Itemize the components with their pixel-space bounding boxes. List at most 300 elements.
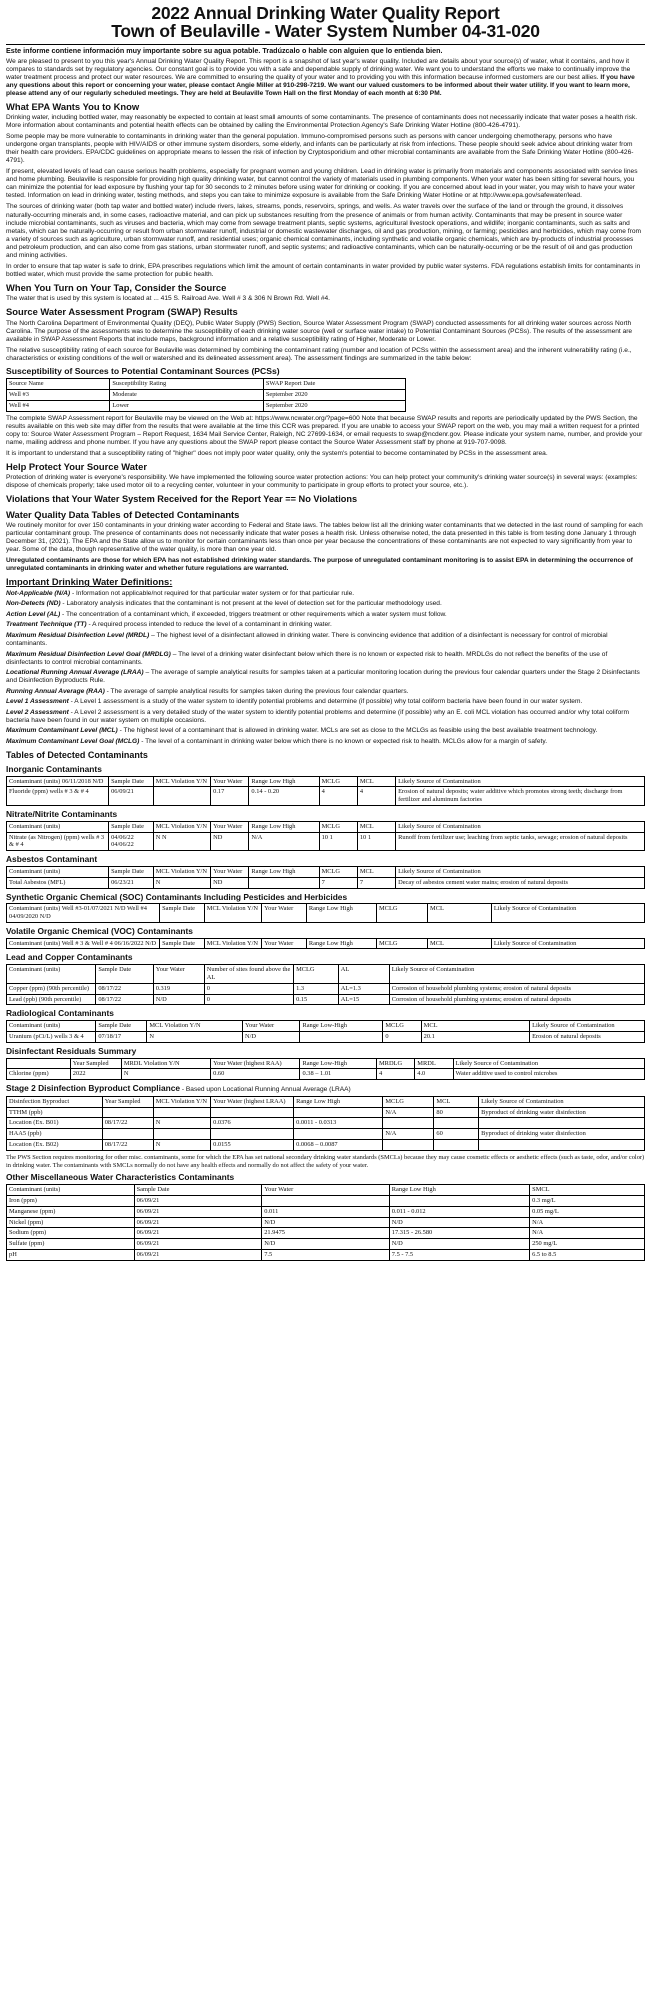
- table-header-cell: Your Water: [153, 965, 204, 984]
- table-header-row: [7, 1096, 645, 1107]
- table-cell: Location (Ex. B02): [7, 1140, 103, 1151]
- table-header-cell: Likely Source of Contamination: [396, 821, 645, 832]
- table-header-cell: MCLG: [319, 776, 357, 787]
- table-cell: N/D: [262, 1239, 390, 1250]
- swap-paragraph-3: The complete SWAP Assessment report for Beulaville may be viewed on the Web at: https://www.ncwater.org/?page=600 Note that because SWAP results and reports are periodically updated by the PWS Section, the results available on this web site may differ from the results that were available at the time this CCR was prepared. If you are unable to access your SWAP report on the web, you may mail a written request for a printed copy to: Source Water Assessment Program – Report Request, 1634 Mail Service Center, Raleigh, NC 27699-1634, or email requests to swap@ncdenr.gov. Please indicate your system name, number, and provide your name, mailing address and phone number. If you have any questions about the SWAP report please contact the Source Water Assessment staff by phone at 919-707-9098.: [6, 414, 643, 446]
- epa-paragraph-3: If present, elevated levels of lead can cause serious health problems, especially for pregnant women and young children. Lead in drinking water is primarily from materials and components associated with service lines and home plumbing. Beulaville is responsible for providing high quality drinking water, but cannot control the variety of materials used in plumbing components. When your water has been sitting for several hours, you can minimize the potential for lead exposure by flushing your tap for 30 seconds to 2 minutes before using water for drinking or cooking. If you are concerned about lead in your water, you may wish to have your water tested. Information on lead in drinking water, testing methods, and steps you can take to minimize exposure is available from the Safe Drinking Water Hotline or at http://www.epa.gov/safewater/lead.: [6, 168, 638, 200]
- inorganic-title: Inorganic Contaminants: [6, 763, 102, 774]
- table-cell: Nickel (ppm): [7, 1217, 135, 1228]
- table-cell: Corrosion of household plumbing systems; erosion of natural deposits: [389, 994, 644, 1005]
- table-row: [7, 1032, 645, 1043]
- table-cell: N/A: [383, 1107, 434, 1118]
- table-header-cell: SMCL: [530, 1185, 645, 1196]
- table-cell: N: [153, 877, 210, 888]
- nitrate-title: Nitrate/Nitrite Contaminants: [6, 808, 118, 819]
- table-cell: Location (Ex. B01): [7, 1118, 103, 1129]
- table-cell: 0.011: [262, 1206, 390, 1217]
- asbestos-table: [6, 866, 645, 889]
- spanish-note: Este informe contiene información muy importante sobre su agua potable. Tradúzcalo o hable con alguien que lo entienda bien.: [6, 45, 443, 55]
- table-cell: Decay of asbestos cement water mains; erosion of natural deposits: [396, 877, 645, 888]
- table-cell: Well #4: [7, 400, 110, 411]
- definition-term: Maximum Residual Disinfection Level Goal (MRDLG): [6, 650, 171, 658]
- table-cell: N: [121, 1069, 210, 1080]
- table-cell: 6.5 to 8.5: [530, 1250, 645, 1261]
- table-header-cell: MCLG: [319, 866, 357, 877]
- table-header-cell: Sample Date: [96, 965, 153, 984]
- table-header-cell: Year Sampled: [102, 1096, 153, 1107]
- table-cell: Byproduct of drinking water disinfection: [479, 1129, 645, 1140]
- table-cell: N/D: [243, 1032, 300, 1043]
- lead-copper-title: Lead and Copper Contaminants: [6, 952, 133, 963]
- table-header-cell: MRDL: [415, 1058, 453, 1069]
- table-header-cell: MCLG: [294, 965, 339, 984]
- tap-paragraph: The water that is used by this system is located at ... 415 S. Railroad Ave. Well # 3 & 306 N Brown Rd. Well #4.: [6, 295, 330, 303]
- table-row: [7, 1217, 645, 1228]
- misc-title: Other Miscellaneous Water Characteristics Contaminants: [6, 1172, 235, 1183]
- definition-item: [6, 738, 645, 746]
- table-cell: N/A: [249, 832, 319, 851]
- table-cell: N/A: [530, 1228, 645, 1239]
- table-header-row: [7, 965, 645, 984]
- table-row: [7, 1250, 645, 1261]
- table-header-cell: Your Water (highest RAA): [211, 1058, 300, 1069]
- epa-paragraph-5: In order to ensure that tap water is safe to drink, EPA prescribes regulations which limit the amount of certain contaminants in water provided by public water systems. FDA regulations establish limits for contaminants in bottled water, which must provide the same protection for public health.: [6, 262, 641, 278]
- definition-item: [6, 590, 645, 598]
- table-cell: 0.38 – 1.01: [300, 1069, 377, 1080]
- table-cell: 06/09/21: [134, 1239, 262, 1250]
- table-cell: September 2020: [263, 400, 405, 411]
- table-cell: N/A: [383, 1129, 434, 1140]
- definition-text: – The average of sample analytical results for samples taken at a particular monitoring location during the previous four calendar quarters under the Stage 2 Disinfectants and Disinfection Byproducts Rule.: [6, 669, 640, 685]
- table-row: [7, 877, 645, 888]
- stage2-title: [6, 1083, 645, 1094]
- table-cell: 08/17/22: [96, 994, 153, 1005]
- definitions-heading: Important Drinking Water Definitions:: [6, 576, 173, 588]
- table-row: [7, 1196, 645, 1207]
- table-cell: [153, 787, 210, 806]
- table-header-cell: MCL Violation Y/N: [153, 1096, 210, 1107]
- table-cell: Iron (ppm): [7, 1196, 135, 1207]
- table-cell: 06/09/21: [109, 787, 154, 806]
- definition-term: Not-Applicable (N/A): [6, 589, 71, 597]
- table-cell: 2022: [70, 1069, 121, 1080]
- table-header-cell: Your Water: [262, 938, 307, 949]
- table-cell: Corrosion of household plumbing systems; erosion of natural deposits: [389, 983, 644, 994]
- table-header-cell: MCL: [434, 1096, 479, 1107]
- table-cell: 20.1: [421, 1032, 529, 1043]
- misc-table: [6, 1184, 645, 1261]
- definition-text: – The level of a drinking water disinfectant below which there is no known or expected risk to health. MRDLGs do not reflect the benefits of the use of disinfectants to control microbial contaminants.: [6, 650, 608, 666]
- table-header-cell: Sample Date: [109, 821, 154, 832]
- definition-item: [6, 709, 645, 725]
- table-header-cell: MCLG: [383, 1096, 434, 1107]
- table-cell: 08/17/22: [102, 1140, 153, 1151]
- epa-paragraph-2: Some people may be more vulnerable to contaminants in drinking water than the general population. Immuno-compromised persons such as persons with cancer undergoing chemotherapy, persons who have undergone organ transplants, people with HIV/AIDS or other immune system disorders, some elderly, and infants can be particularly at risk from infections. These people should seek advice about drinking water from their health care providers. EPA/CDC guidelines on appropriate means to lessen the risk of infection by Cryptosporidium and other microbial contaminants are available from the Safe Drinking Water Hotline (800-426-4791).: [6, 133, 634, 165]
- table-row: [7, 983, 645, 994]
- table-cell: pH: [7, 1250, 135, 1261]
- table-header-row: [7, 821, 645, 832]
- table-cell: 4: [357, 787, 395, 806]
- table-cell: 0.0155: [211, 1140, 294, 1151]
- table-cell: Uranium (pCi/L) wells 3 & 4: [7, 1032, 96, 1043]
- definition-term: Treatment Technique (TT): [6, 621, 87, 629]
- table-cell: 21.9475: [262, 1228, 390, 1239]
- table-cell: N/D: [389, 1239, 529, 1250]
- smcl-note: The PWS Section requires monitoring for other misc. contaminants, some for which the EPA has set national secondary drinking water standards (SMCLs) because they may cause cosmetic effects or aesthetic effects (such as taste, odor, and/or color) in drinking water. The contaminants with SMCLs normally do not have any health effects and normally do not affect the safety of your water.: [6, 1153, 645, 1169]
- table-cell: ND: [211, 832, 249, 851]
- table-row: [7, 832, 645, 851]
- lead-copper-table: [6, 964, 645, 1005]
- table-header-row: [7, 866, 645, 877]
- table-header-cell: Sample Date: [109, 776, 154, 787]
- table-header-cell: Year Sampled: [70, 1058, 121, 1069]
- stage2-table: [6, 1096, 645, 1151]
- table-header-cell: Range Low High: [306, 904, 376, 923]
- table-cell: [102, 1129, 153, 1140]
- table-header-cell: Number of sites found above the AL: [204, 965, 293, 984]
- table-cell: 06/09/21: [134, 1196, 262, 1207]
- table-cell: 06/09/21: [134, 1228, 262, 1239]
- table-cell: Nitrate (as Nitrogen) (ppm) wells # 3 & # 4: [7, 832, 109, 851]
- voc-table: [6, 938, 645, 950]
- table-cell: Chlorine (ppm): [7, 1069, 71, 1080]
- table-header-cell: Sample Date: [109, 866, 154, 877]
- table-header-cell: Your Water: [243, 1021, 300, 1032]
- table-cell: Erosion of natural deposits; water additive which promotes strong teeth; discharge from fertilizer and aluminum factories: [396, 787, 645, 806]
- table-cell: [479, 1118, 645, 1129]
- intro-paragraph: [6, 58, 645, 98]
- definition-term: Maximum Residual Disinfection Level (MRDL): [6, 631, 150, 639]
- table-header-cell: SWAP Report Date: [263, 379, 405, 390]
- table-cell: N: [153, 1118, 210, 1129]
- definitions-list: [6, 590, 645, 746]
- swap-heading: Source Water Assessment Program (SWAP) Results: [6, 306, 238, 318]
- table-cell: [434, 1118, 479, 1129]
- table-cell: Byproduct of drinking water disinfection: [479, 1107, 645, 1118]
- table-header-row: [7, 1021, 645, 1032]
- table-header-cell: Range Low-High: [300, 1021, 383, 1032]
- table-cell: 10 1: [357, 832, 395, 851]
- definition-text: - A required process intended to reduce the level of a contaminant in drinking water.: [86, 621, 332, 629]
- table-header-cell: Contaminant (units): [7, 866, 109, 877]
- table-header-cell: Your Water (highest LRAA): [211, 1096, 294, 1107]
- table-cell: 06/09/21: [134, 1217, 262, 1228]
- table-header-row: [7, 938, 645, 949]
- table-cell: [153, 1129, 210, 1140]
- soc-title: Synthetic Organic Chemical (SOC) Contaminants Including Pesticides and Herbicides: [6, 891, 348, 902]
- table-row: [7, 787, 645, 806]
- definition-text: - The level of a contaminant in drinking water below which there is no known or expected risk to health. MCLGs allow for a margin of safety.: [139, 737, 548, 745]
- table-header-cell: Likely Source of Contamination: [453, 1058, 644, 1069]
- table-header-cell: MCL Violation Y/N: [147, 1021, 243, 1032]
- table-row: [7, 1129, 645, 1140]
- table-cell: 1.3: [294, 983, 339, 994]
- definition-text: - The highest level of a contaminant that is allowed in drinking water. MCLs are set as close to the MCLGs as feasible using the best available treatment technology.: [117, 727, 598, 735]
- nitrate-table: [6, 821, 645, 851]
- table-cell: 4: [377, 1069, 415, 1080]
- stage2-title-note: - Based upon Locational Running Annual Average (LRAA): [180, 1086, 351, 1094]
- table-header-cell: MCL Violation Y/N: [153, 866, 210, 877]
- table-cell: [102, 1107, 153, 1118]
- table-cell: Moderate: [110, 390, 263, 401]
- inorganic-table: [6, 776, 645, 806]
- table-cell: AL=1.3: [338, 983, 389, 994]
- disinfectant-table: [6, 1058, 645, 1081]
- table-cell: [434, 1140, 479, 1151]
- table-cell: [383, 1140, 434, 1151]
- table-header-cell: MCL Violation Y/N: [204, 938, 261, 949]
- table-cell: Copper (ppm) (90th percentile): [7, 983, 96, 994]
- table-header-cell: Contaminant (units): [7, 1185, 135, 1196]
- definition-term: Level 1 Assessment: [6, 698, 69, 706]
- table-cell: [479, 1140, 645, 1151]
- table-header-cell: Likely Source of Contamination: [396, 776, 645, 787]
- definition-term: Level 2 Assessment: [6, 708, 69, 716]
- table-header-cell: Range Low High: [306, 938, 376, 949]
- table-cell: Water additive used to control microbes: [453, 1069, 644, 1080]
- table-cell: [389, 1196, 529, 1207]
- table-cell: N: [153, 1140, 210, 1151]
- water-quality-paragraph-1: We routinely monitor for over 150 contaminants in your drinking water according to Federal and State laws. The tables below list all the drinking water contaminants that we detected in the last round of sampling for each particular contaminant group. The presence of contaminants does not necessarily indicate that water poses a health risk. Unless otherwise noted, the data presented in this table is from testing done January 1 through December 31, (2021). The EPA and the State allow us to monitor for certain contaminants less than once per year because the concentrations of these contaminants are not expected to vary significantly from year to year. Some of the data, though representative of the water quality, is more than one year old.: [6, 522, 643, 554]
- table-cell: 0.17: [211, 787, 249, 806]
- table-cell: 0.05 mg/L: [530, 1206, 645, 1217]
- definition-item: [6, 698, 645, 706]
- table-cell: N/D: [389, 1217, 529, 1228]
- table-cell: 4: [319, 787, 357, 806]
- table-cell: HAA5 (ppb): [7, 1129, 103, 1140]
- table-cell: N/D: [262, 1217, 390, 1228]
- intro-text: We are pleased to present to you this year's Annual Drinking Water Quality Report. This report is a snapshot of last year's water quality. Included are details about your source(s) of water, what it contains, and how it compares to standards set by regulatory agencies. Our constant goal is to provide you with a safe and dependable supply of drinking water. We want you to understand the efforts we make to continually improve the water treatment process and protect our water resources. We are committed to ensuring the quality of your water and to providing you with this information because informed customers are our best allies.: [6, 57, 631, 81]
- table-row: [7, 1228, 645, 1239]
- table-cell: N N: [153, 832, 210, 851]
- table-cell: 08/17/22: [96, 983, 153, 994]
- table-header-cell: Range Low High: [294, 1096, 383, 1107]
- table-row: [7, 1107, 645, 1118]
- table-row: [7, 1118, 645, 1129]
- tap-heading: When You Turn on Your Tap, Consider the Source: [6, 281, 227, 293]
- definition-text: - Information not applicable/not required for that particular water system or for that particular rule.: [70, 589, 355, 597]
- table-header-cell: Likely Source of Contamination: [389, 965, 644, 984]
- definition-term: Action Level (AL): [6, 610, 61, 618]
- table-header-cell: Range Low-High: [300, 1058, 377, 1069]
- table-header-cell: MCL: [428, 938, 492, 949]
- violations-line: Violations that Your Water System Received for the Report Year == No Violations: [6, 494, 358, 505]
- tables-heading: Tables of Detected Contaminants: [6, 749, 148, 760]
- table-cell: [383, 1118, 434, 1129]
- definition-term: Maximum Contaminant Level Goal (MCLG): [6, 737, 140, 745]
- table-header-cell: MCL: [421, 1021, 529, 1032]
- table-cell: Erosion of natural deposits: [530, 1032, 645, 1043]
- table-cell: 7.5 - 7.5: [389, 1250, 529, 1261]
- table-cell: 06/23/21: [109, 877, 154, 888]
- table-cell: 0.0011 - 0.0313: [294, 1118, 383, 1129]
- table-cell: [300, 1032, 383, 1043]
- table-cell: 80: [434, 1107, 479, 1118]
- definition-item: [6, 621, 645, 629]
- table-header-cell: Your Water: [211, 821, 249, 832]
- table-header-cell: Sample Date: [160, 904, 205, 923]
- table-cell: Lower: [110, 400, 263, 411]
- definition-term: Running Annual Average (RAA): [6, 687, 105, 695]
- table-header-cell: Susceptibility Rating: [110, 379, 263, 390]
- table-header-cell: Likely Source of Contamination: [479, 1096, 645, 1107]
- table-header-cell: Range Low High: [249, 821, 319, 832]
- table-cell: 0.0376: [211, 1118, 294, 1129]
- table-row: [7, 1069, 645, 1080]
- definition-item: [6, 651, 645, 667]
- table-cell: [294, 1129, 383, 1140]
- table-header-cell: Your Water: [262, 904, 307, 923]
- table-header-row: [7, 1058, 645, 1069]
- table-cell: [211, 1107, 294, 1118]
- epa-paragraph-1: Drinking water, including bottled water, may reasonably be expected to contain at least small amounts of some contaminants. The presence of contaminants does not necessarily indicate that water poses a health risk. More information about contaminants and potential health effects can be obtained by calling the Environmental Protection Agency's Safe Drinking Water Hotline (800-426-4791).: [6, 114, 638, 130]
- help-heading: Help Protect Your Source Water: [6, 460, 148, 472]
- title-divider: [6, 44, 645, 45]
- radiological-title: Radiological Contaminants: [6, 1008, 114, 1019]
- table-header-cell: MCLG: [377, 904, 428, 923]
- table-header-row: [7, 1185, 645, 1196]
- table-header-cell: Source Name: [7, 379, 110, 390]
- definition-item: [6, 632, 645, 648]
- table-cell: [294, 1107, 383, 1118]
- table-header-cell: Contaminant (units) Well # 3 & Well # 4 06/16/2022 N/D: [7, 938, 160, 949]
- table-cell: Lead (ppb) (90th percentile): [7, 994, 96, 1005]
- table-header-cell: MCL Violation Y/N: [204, 904, 261, 923]
- definition-item: [6, 669, 645, 685]
- swap-paragraph-2: The relative susceptibility rating of each source for Beulaville was determined by combining the contaminant rating (number and location of PCSs within the assessment area) and the inherent vulnerability rating (i.e., characteristics or existing conditions of the well or watershed and its delineated assessment area). The assessment findings are summarized in the table below:: [6, 346, 632, 362]
- table-cell: 0: [383, 1032, 421, 1043]
- table-header-cell: Your Water: [262, 1185, 390, 1196]
- table-header-cell: Contaminant (units): [7, 821, 109, 832]
- pcs-table: [6, 378, 406, 411]
- epa-heading: What EPA Wants You to Know: [6, 100, 140, 112]
- table-cell: September 2020: [263, 390, 405, 401]
- table-header-cell: Sample Date: [134, 1185, 262, 1196]
- table-cell: 250 mg/L: [530, 1239, 645, 1250]
- table-header-cell: Likely Source of Contamination: [491, 938, 644, 949]
- table-cell: 07/18/17: [96, 1032, 147, 1043]
- table-cell: 0.0068 – 0.0087: [294, 1140, 383, 1151]
- definition-text: - A Level 1 assessment is a study of the water system to identify potential problems and determine (if possible) why total coliform bacteria have been found in our water system.: [68, 698, 583, 706]
- report-title: [6, 4, 645, 41]
- table-header-row: [7, 904, 645, 923]
- table-cell: Well #3: [7, 390, 110, 401]
- definition-item: [6, 611, 645, 619]
- table-cell: 06/09/21: [134, 1250, 262, 1261]
- epa-paragraph-4: The sources of drinking water (both tap water and bottled water) include rivers, lakes, streams, ponds, reservoirs, springs, and wells. As water travels over the surface of the land or through the ground, it dissolves naturally-occurring minerals and, in some cases, radioactive material, and can pick up substances resulting from the presence of animals or from human activity. Contaminants that may be present in source water include microbial contaminants, such as viruses and bacteria, which may come from sewage treatment plants, septic systems, agricultural livestock operations, and wildlife; inorganic contaminants, such as salts and metals, which can be naturally-occurring or result from urban stormwater runoff, industrial or domestic wastewater discharges, oil and gas production, mining, or farming; pesticides and herbicides, which may come from a variety of sources such as agriculture, urban stormwater runoff, and residential uses; organic chemical contaminants, including synthetic and volatile organic chemicals, which are by-products of industrial processes and petroleum production, and can also come from gas stations, urban stormwater runoff, and septic systems; and radioactive contaminants, which can be naturally-occurring or be the result of oil and gas production and mining activities.: [6, 203, 641, 259]
- voc-title: Volatile Organic Chemical (VOC) Contaminants: [6, 925, 193, 936]
- table-cell: 0.15: [294, 994, 339, 1005]
- table-cell: N: [147, 1032, 243, 1043]
- table-cell: 7: [319, 877, 357, 888]
- table-cell: TTHM (ppb): [7, 1107, 103, 1118]
- table-header-cell: Range Low High: [249, 776, 319, 787]
- radiological-table: [6, 1020, 645, 1043]
- table-header-cell: AL: [338, 965, 389, 984]
- table-row: [7, 1239, 645, 1250]
- table-header-cell: MCL Violation Y/N: [153, 776, 210, 787]
- swap-paragraph-1: The North Carolina Department of Environmental Quality (DEQ), Public Water Supply (PWS) Section, Source Water Assessment Program (SWAP) conducted assessments for all drinking water sources across North Carolina. The purpose of the assessments was to determine the susceptibility of each drinking water source (well or surface water intake) to Potential Contaminant Sources (PCSs). The results of the assessment are available in SWAP Assessment Reports that include maps, background information and a relative susceptibility rating of Higher, Moderate or Lower.: [6, 319, 633, 343]
- table-cell: [211, 1129, 294, 1140]
- table-row: [7, 994, 645, 1005]
- table-cell: 4.0: [415, 1069, 453, 1080]
- definition-item: [6, 688, 645, 696]
- help-paragraph: Protection of drinking water is everyone's responsibility. We have implemented the following source water protection actions: You can help protect your community's drinking water source(s) in several ways: (examples: dispose of chemicals properly; take used motor oil to a recycling center, volunteer in your community to participate in group efforts to protect your source, etc.).: [6, 474, 638, 490]
- definition-item: [6, 727, 645, 735]
- table-header-cell: MCLG: [319, 821, 357, 832]
- table-cell: N/D: [153, 994, 204, 1005]
- table-cell: 7: [357, 877, 395, 888]
- table-header-cell: MCL: [357, 866, 395, 877]
- table-header-cell: [7, 1058, 71, 1069]
- intro-contact: If you have any questions about this report or concerning your water, please contact Angie Miller at 910-298-7219. We want our valued customers to be informed about their water utility. If you want to learn more, please attend any of our regularly scheduled meetings. They are held at Beulaville Town Hall on the first Monday of each month at 6:30 PM.: [6, 73, 635, 97]
- table-header-cell: Likely Source of Contamination: [530, 1021, 645, 1032]
- table-cell: 0: [204, 983, 293, 994]
- table-cell: Runoff from fertilizer use; leaching from septic tanks, sewage; erosion of natural deposits: [396, 832, 645, 851]
- asbestos-title: Asbestos Contaminant: [6, 854, 98, 865]
- table-row: [7, 400, 406, 411]
- table-header-cell: MCL: [428, 904, 492, 923]
- table-cell: [262, 1196, 390, 1207]
- disinfectant-title: Disinfectant Residuals Summary: [6, 1045, 137, 1056]
- table-header-cell: Likely Source of Contamination: [396, 866, 645, 877]
- definition-term: Maximum Contaminant Level (MCL): [6, 727, 118, 735]
- definition-term: Non-Detects (ND): [6, 600, 61, 608]
- table-header-cell: Your Water: [211, 776, 249, 787]
- table-header-cell: Range Low High: [389, 1185, 529, 1196]
- table-cell: Sodium (ppm): [7, 1228, 135, 1239]
- definition-text: – The highest level of a disinfectant allowed in drinking water. There is convincing evidence that addition of a disinfectant is necessary for control of microbial contaminants.: [6, 631, 608, 647]
- pcs-heading: Susceptibility of Sources to Potential Contaminant Sources (PCSs): [6, 365, 280, 376]
- table-row: [7, 1140, 645, 1151]
- title-line-1: 2022 Annual Drinking Water Quality Report: [151, 3, 500, 23]
- table-header-cell: MRDL Violation Y/N: [121, 1058, 210, 1069]
- table-cell: AL=15: [338, 994, 389, 1005]
- table-header-cell: MCL: [357, 821, 395, 832]
- table-cell: Total Asbestos (MFL): [7, 877, 109, 888]
- table-cell: Fluoride (ppm) wells # 3 & # 4: [7, 787, 109, 806]
- definition-text: - The average of sample analytical results for samples taken during the previous four calendar quarters.: [104, 687, 409, 695]
- definition-text: - Laboratory analysis indicates that the contaminant is not present at the level of detection set for the particular methodology used.: [60, 600, 442, 608]
- table-cell: ND: [211, 877, 249, 888]
- table-cell: 0.011 - 0.012: [389, 1206, 529, 1217]
- table-cell: 08/17/22: [102, 1118, 153, 1129]
- table-cell: 60: [434, 1129, 479, 1140]
- title-line-2: Town of Beulaville - Water System Number 04-31-020: [111, 21, 540, 42]
- table-cell: Manganese (ppm): [7, 1206, 135, 1217]
- stage2-title-text: Stage 2 Disinfection Byproduct Compliance: [6, 1083, 181, 1094]
- table-header-cell: Sample Date: [160, 938, 205, 949]
- table-row: [7, 1206, 645, 1217]
- table-header-cell: Sample Date: [96, 1021, 147, 1032]
- table-row: [7, 390, 406, 401]
- table-cell: N/A: [530, 1217, 645, 1228]
- definition-term: Locational Running Annual Average (LRAA): [6, 669, 144, 677]
- table-cell: 10 1: [319, 832, 357, 851]
- table-header-cell: Your Water: [211, 866, 249, 877]
- swap-paragraph-4: It is important to understand that a susceptibility rating of "higher" does not imply poor water quality, only the system's potential to become contaminated by PCSs in the assessment area.: [6, 449, 548, 457]
- table-header-cell: Contaminant (units): [7, 1021, 96, 1032]
- table-header-cell: Likely Source of Contamination: [491, 904, 644, 923]
- table-header-cell: Contaminant (units): [7, 965, 96, 984]
- definition-text: - A Level 2 assessment is a very detailed study of the water system to identify potential problems and determine (if possible) why an E. coli MCL violation has occurred and/or why total coliform bacteria have been found in our water system on multiple occasions.: [6, 708, 629, 724]
- definition-text: - The concentration of a contaminant which, if exceeded, triggers treatment or other requirements which a water system must follow.: [60, 610, 447, 618]
- table-cell: [249, 877, 319, 888]
- table-cell: 0: [204, 994, 293, 1005]
- table-cell: 06/09/21: [134, 1206, 262, 1217]
- table-header-cell: MRDLG: [377, 1058, 415, 1069]
- table-header-row: [7, 776, 645, 787]
